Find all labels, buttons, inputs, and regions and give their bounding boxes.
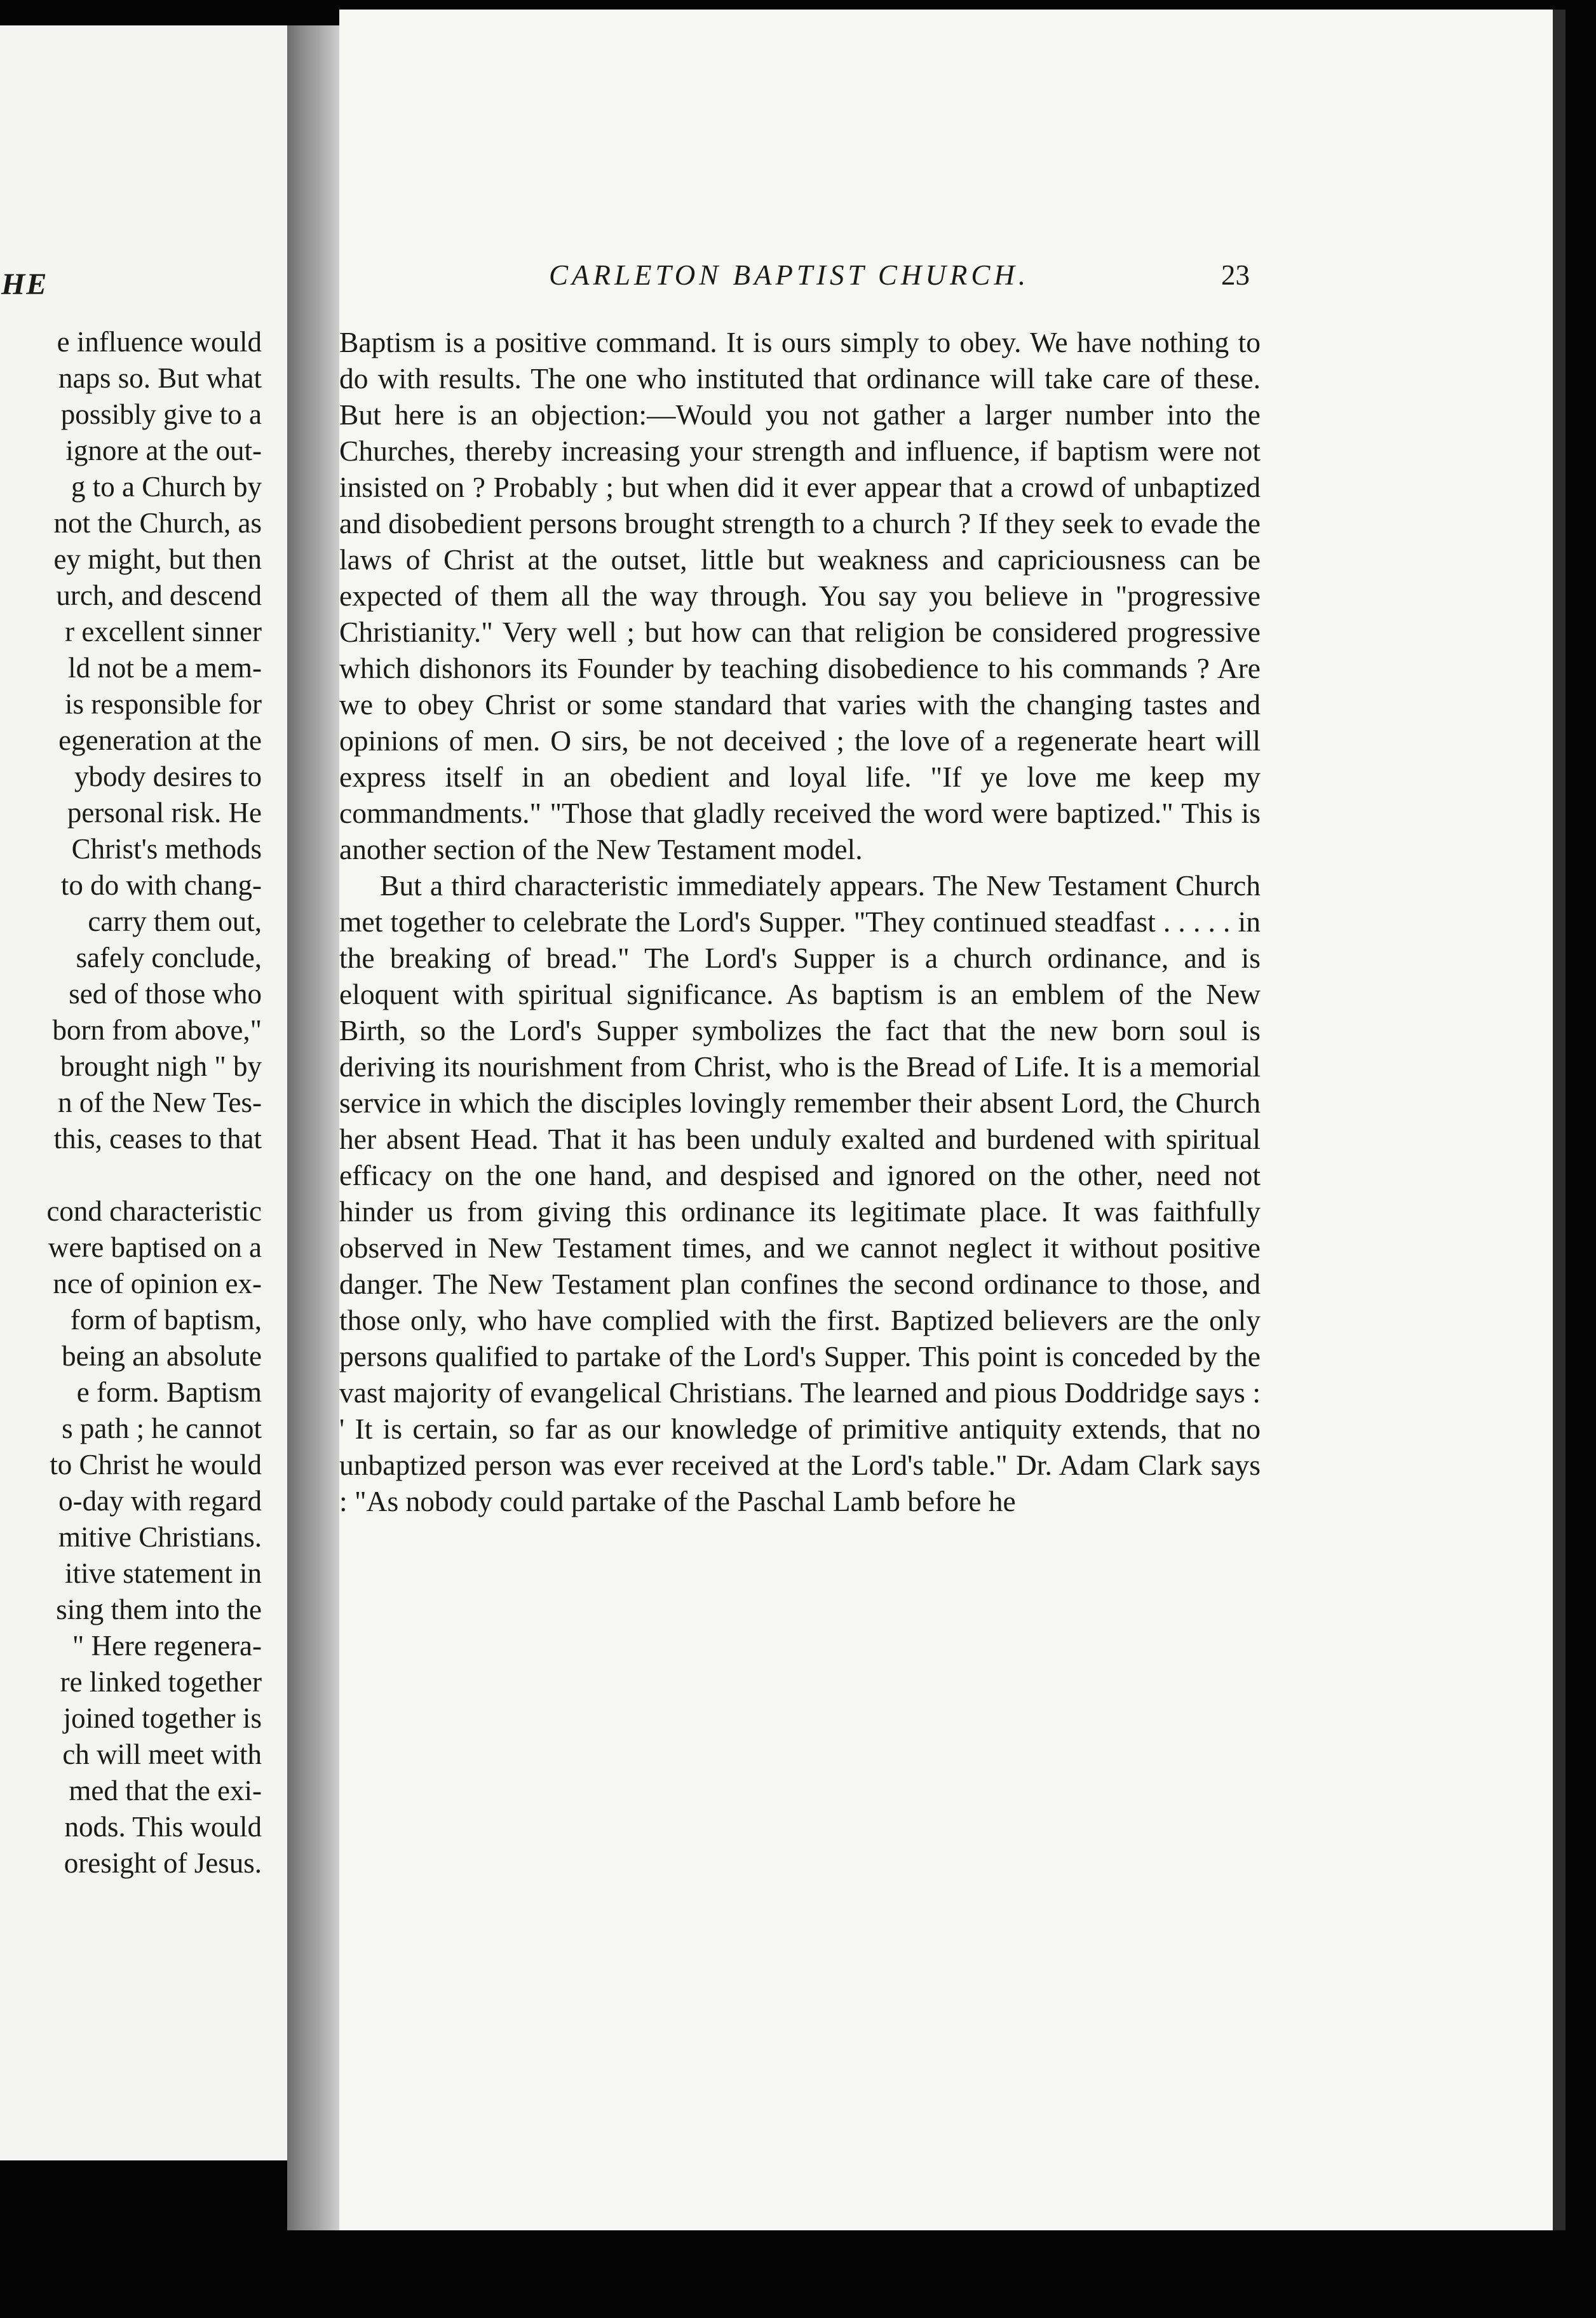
text-line: form of baptism, [70, 1304, 262, 1336]
text-line: Christ's methods [71, 833, 262, 865]
text-line: ybody desires to [74, 761, 262, 792]
text-line: personal risk. He [67, 797, 262, 829]
text-line: nce of opinion ex- [53, 1268, 262, 1299]
text-line: nods. This would [64, 1811, 262, 1843]
text-line: naps so. But what [58, 362, 262, 394]
text-line: e form. Baptism [76, 1376, 262, 1408]
text-line: ignore at the out- [65, 435, 262, 466]
text-line: sed of those who [69, 978, 262, 1010]
text-line: ld not be a mem- [68, 652, 262, 684]
text-line: carry them out, [88, 905, 262, 937]
text-line: cond characteristic [46, 1195, 262, 1227]
page-edge [1553, 10, 1566, 2230]
running-header: CARLETON BAPTIST CHURCH. [549, 259, 1030, 291]
text-line: born from above," [52, 1014, 262, 1046]
text-line: to Christ he would [50, 1449, 262, 1481]
text-line: safely conclude, [76, 942, 262, 973]
text-line: o-day with regard [58, 1485, 262, 1517]
text-line: sing them into the [56, 1594, 262, 1625]
text-line: " Here regenera- [72, 1630, 262, 1662]
text-line: were baptised on a [48, 1231, 262, 1263]
text-line: med that the exi- [69, 1775, 262, 1806]
left-page-header: HE [1, 268, 48, 301]
text-line [0, 1157, 262, 1193]
text-line: e influence would [57, 326, 262, 358]
paragraph: But a third characteristic immediately appears. The New Testament Church met together to celebrate the Lord's Supper. "They continued steadfast . . . . . in the breaking of bread." The Lord's Supper is a church ordinance, and is eloquent with spiritual significance. As baptism is an emblem of the New Birth, so the Lord's Supper symbolizes the fact that the new born soul is deriving its nourishment from Christ, who is the Bread of Life. It is a memorial service in which the disciples lovingly remember their absent Lord, the Church her absent Head. That it has been unduly exalted and burdened with spiritual efficacy on the one hand, and despised and ignored on the other, need not hinder us from giving this ordinance its legitimate place. It was faithfully observed in New Testament times, and we cannot neglect it without positive danger. The New Testament plan confines the second ordinance to those, and those only, who have complied with the first. Baptized believers are the only persons qualified to partake of the Lord's Supper. This point is conceded by the vast majority of evangelical Christians. The learned and pious Doddridge says : ' It is certain, so far as our knowledge of primitive antiquity extends, that no unbaptized person was ever received at the Lord's table." Dr. Adam Clark says : "As nobody could partake of the Paschal Lamb before he [339, 869, 1261, 1517]
text-line: possibly give to a [60, 398, 262, 430]
text-line: not the Church, as [53, 507, 262, 539]
text-line: n of the New Tes- [58, 1087, 262, 1118]
text-line: ch will meet with [62, 1738, 262, 1770]
text-line: re linked together [60, 1666, 262, 1698]
text-line: being an absolute [62, 1340, 262, 1372]
page-number: 23 [1221, 259, 1250, 291]
text-line: joined together is [63, 1702, 262, 1734]
text-line: ey might, but then [53, 543, 262, 575]
text-line: r excellent sinner [65, 616, 262, 647]
text-line: mitive Christians. [58, 1521, 262, 1553]
paragraph: Baptism is a positive command. It is ours simply to obey. We have nothing to do with results. The one who instituted that ordinance will take care of these. But here is an objection:—Would you not gather a larger number into the Churches, thereby increasing your strength and influence, if baptism were not insisted on ? Probably ; but when did it ever appear that a crowd of unbaptized and disobedient persons brought strength to a church ? If they seek to evade the laws of Christ at the outset, little but weakness and capriciousness can be expected of them all the way through. You say you believe in "progressive Christianity." Very well ; but how can that religion be considered progressive which dishonors its Founder by teaching disobedience to his commands ? Are we to obey Christ or some standard that varies with the changing tastes and opinions of men. O sirs, be not deceived ; the love of a regenerate heart will express itself in an obedient and loyal life. "If ye love me keep my commandments." "Those that gladly received the word were baptized." This is another section of the New Testament model. [339, 326, 1261, 865]
text-line: s path ; he cannot [62, 1413, 262, 1444]
text-line: to do with chang- [60, 869, 262, 901]
text-line: oresight of Jesus. [64, 1847, 262, 1879]
text-line: g to a Church by [71, 471, 262, 503]
left-page-text [0, 324, 262, 1881]
left-page [0, 25, 287, 2160]
text-line: is responsible for [65, 688, 262, 720]
text-line: brought nigh " by [60, 1050, 262, 1082]
right-page [339, 10, 1553, 2230]
text-line: urch, and descend [56, 580, 262, 611]
text-line: egeneration at the [58, 724, 262, 756]
text-line: this, ceases to that [53, 1123, 262, 1155]
body-text [339, 324, 1261, 1519]
text-line: itive statement in [65, 1557, 262, 1589]
book-gutter [287, 25, 339, 2230]
